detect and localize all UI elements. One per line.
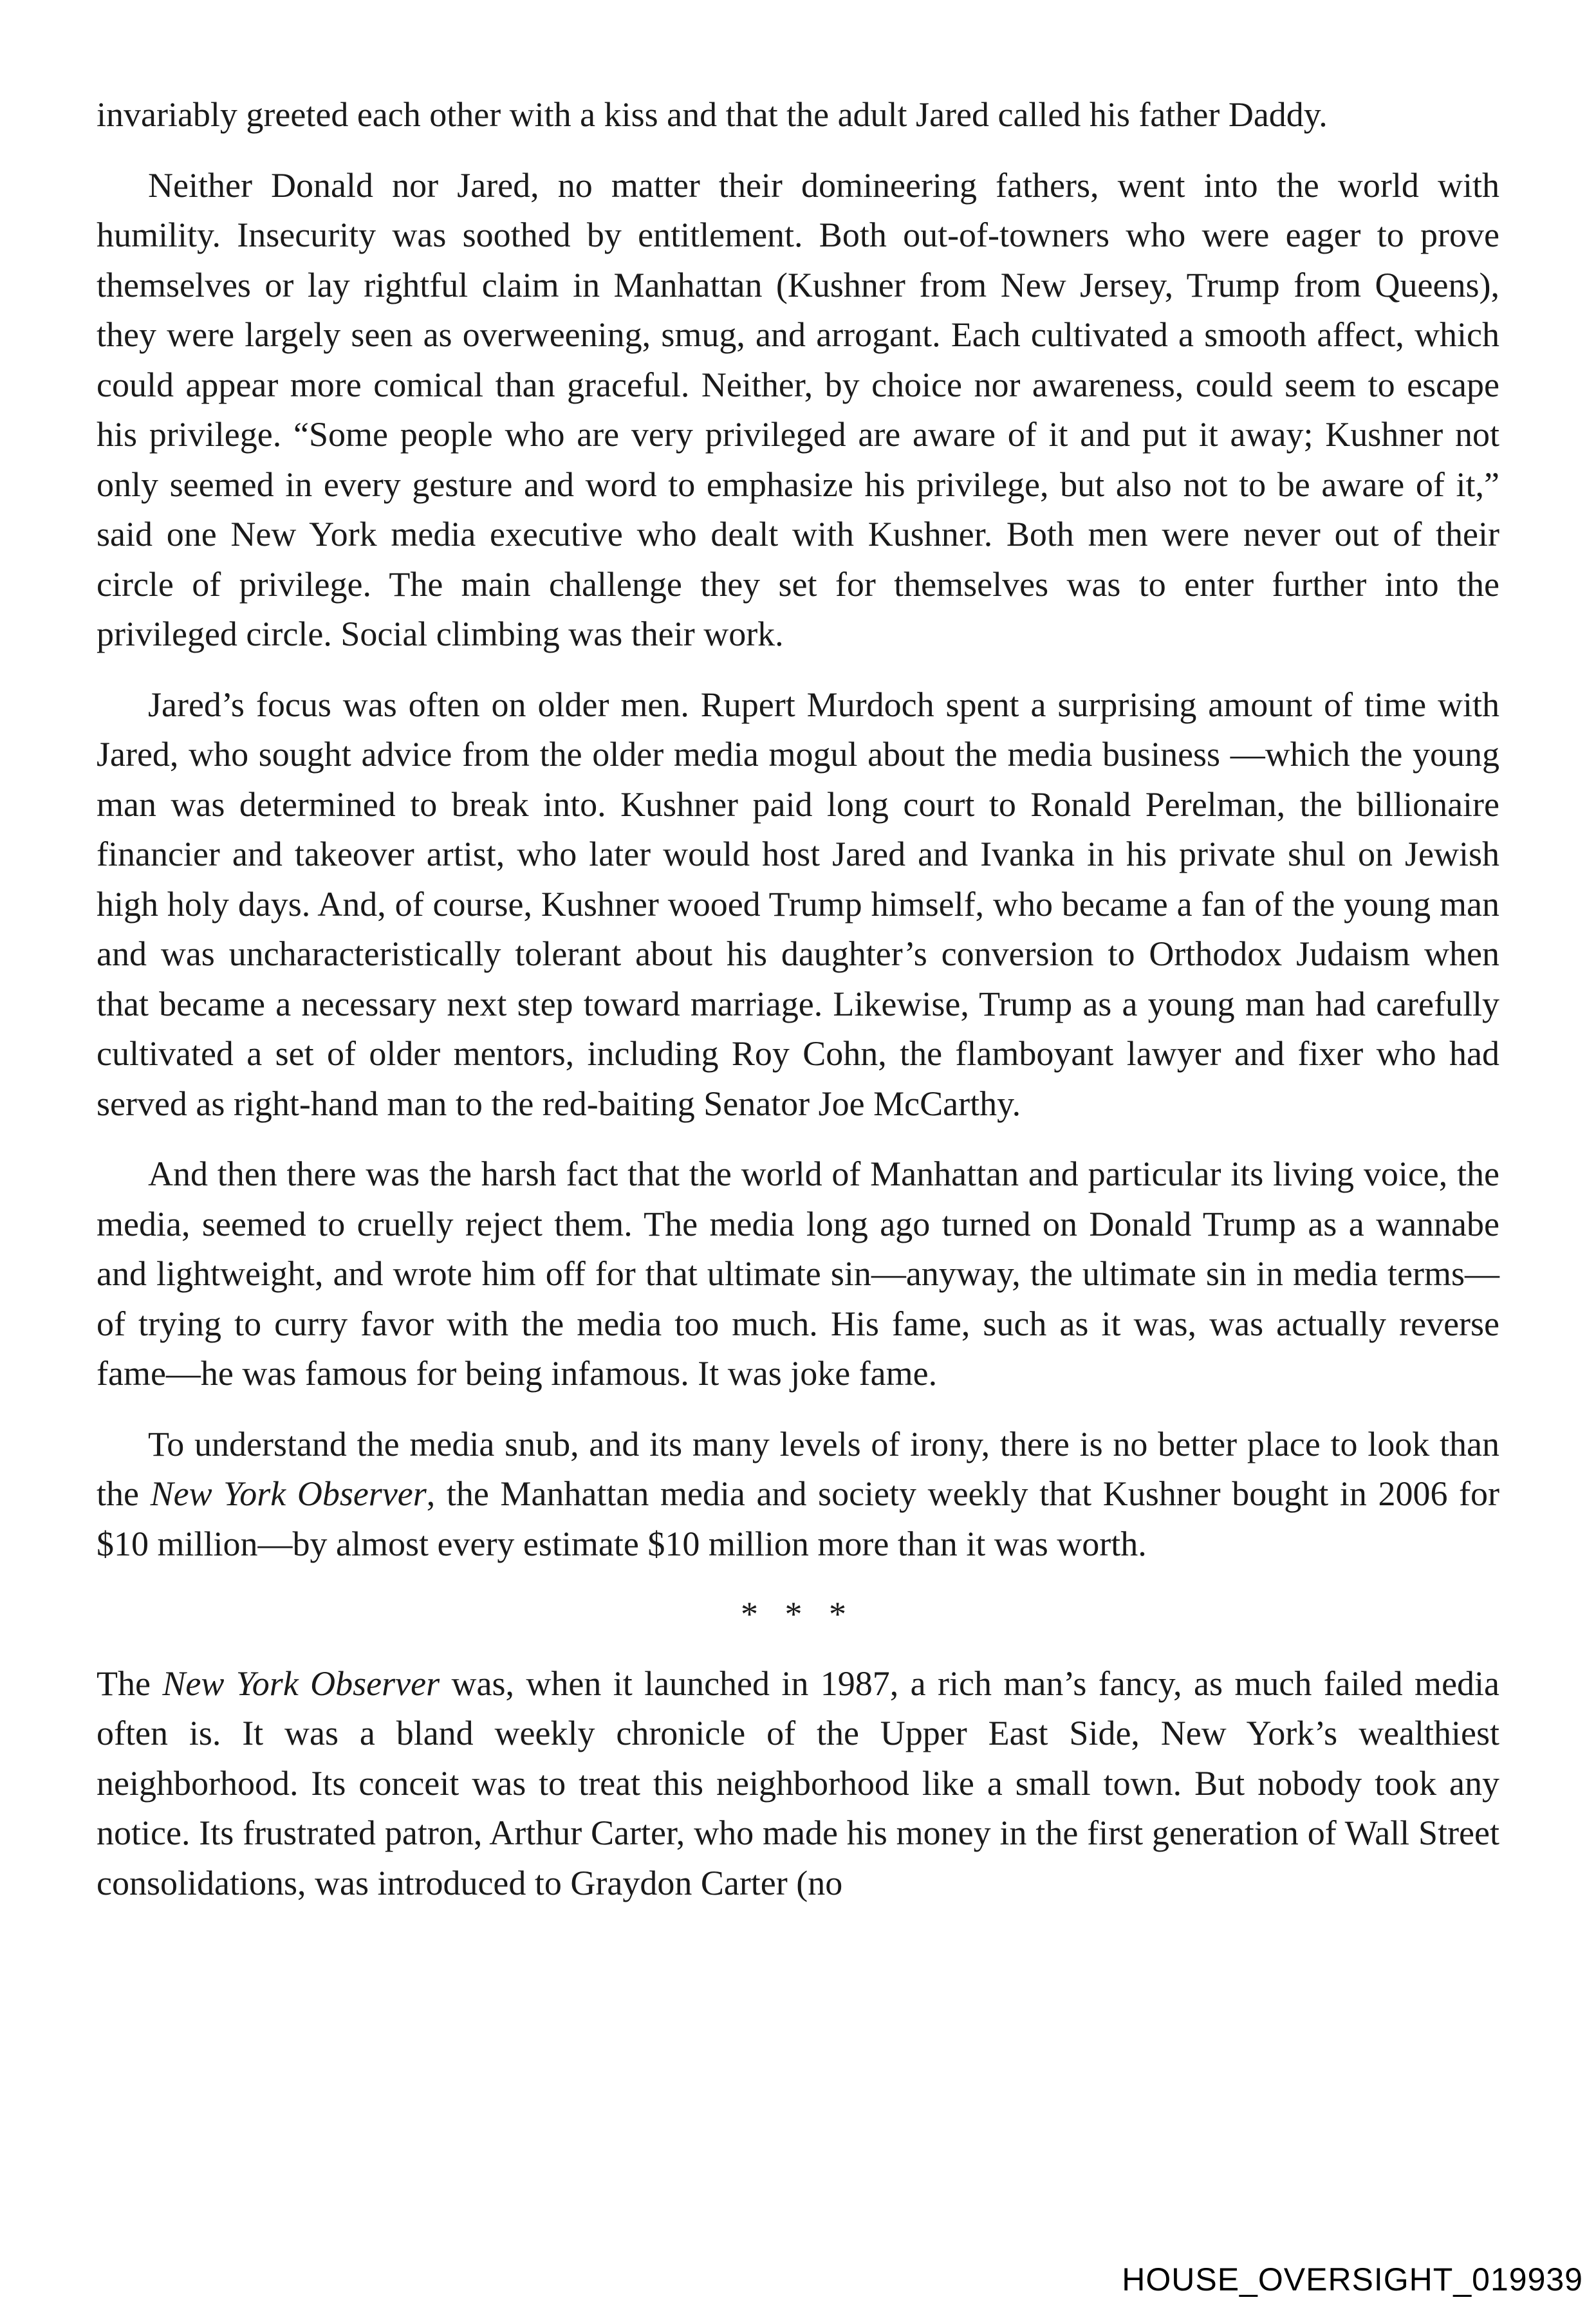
paragraph-observer-history — [97, 1659, 1499, 1909]
paragraph-observer-purchase-title: New York Observer — [150, 1474, 427, 1513]
paragraph-observer-purchase — [97, 1420, 1499, 1570]
bates-number: HOUSE_OVERSIGHT_019939 — [1122, 2261, 1583, 2297]
section-break: * * * — [741, 1595, 855, 1633]
paragraph-observer-purchase-before: To understand the media snub, and its many levels of irony, there is no better place to look than the — [97, 1424, 1499, 1513]
paragraph-observer-purchase-after: , the Manhattan media and society weekly that Kushner bought in 2006 for $10 million—by almost every estimate $10 million more than it was worth. — [97, 1474, 1499, 1563]
paragraph-observer-history-before: The — [97, 1664, 163, 1703]
paragraph-continuation: invariably greeted each other with a kiss and that the adult Jared called his father Daddy. — [97, 95, 1328, 134]
paragraph-media-rejection: And then there was the harsh fact that the world of Manhattan and particular its living voice, the media, seemed to cruelly reject them. The media long ago turned on Donald Trump as a wannabe and lightweight, and wrote him off for that ultimate sin—anyway, the ultimate sin in media terms—of trying to curry favor with the media too much. His fame, such as it was, was actually reverse fame—he was famous for being infamous. It was joke fame. — [97, 1155, 1499, 1393]
paragraph-privilege: Neither Donald nor Jared, no matter their domineering fathers, went into the world with humility. Insecurity was soothed by entitlement. Both out-of-towners who were eager to prove themselves or lay rightful claim in Manhattan (Kushner from New Jersey, Trump from Queens), they were largely seen as overweening, smug, and arrogant. Each cultivated a smooth affect, which could appear more comical than graceful. Neither, by choice nor awareness, could seem to escape his privilege. “Some people who are very privileged are aware of it and put it away; Kushner not only seemed in every gesture and word to emphasize his privilege, but also not to be aware of it,” said one New York media executive who dealt with Kushner. Both men were never out of their circle of privilege. The main challenge they set for themselves was to enter further into the privileged circle. Social climbing was their work. — [97, 165, 1499, 653]
document-body — [97, 90, 1499, 1929]
paragraph-observer-history-title: New York Observer — [162, 1664, 440, 1703]
paragraph-older-men: Jared’s focus was often on older men. Rupert Murdoch spent a surprising amount of time with Jared, who sought advice from the older media mogul about the media business —which the young man was determined to break into. Kushner paid long court to Ronald Perelman, the billionaire financier and takeover artist, who later would host Jared and Ivanka in his private shul on Jewish high holy days. And, of course, Kushner wooed Trump himself, who became a fan of the young man and was uncharacteristically tolerant about his daughter’s conversion to Orthodox Judaism when that became a necessary next step toward marriage. Likewise, Trump as a young man had carefully cultivated a set of older mentors, including Roy Cohn, the flamboyant lawyer and fixer who had served as right-hand man to the red-baiting Senator Joe McCarthy. — [97, 685, 1499, 1123]
paragraph-observer-history-after: was, when it launched in 1987, a rich man’s fancy, as much failed media often is. It was a bland weekly chronicle of the Upper East Side, New York’s wealthiest neighborhood. Its conceit was to treat this neighborhood like a small town. But nobody took any notice. Its frustrated patron, Arthur Carter, who made his money in the first generation of Wall Street consolidations, was introduced to Graydon Carter (no — [97, 1664, 1500, 1902]
